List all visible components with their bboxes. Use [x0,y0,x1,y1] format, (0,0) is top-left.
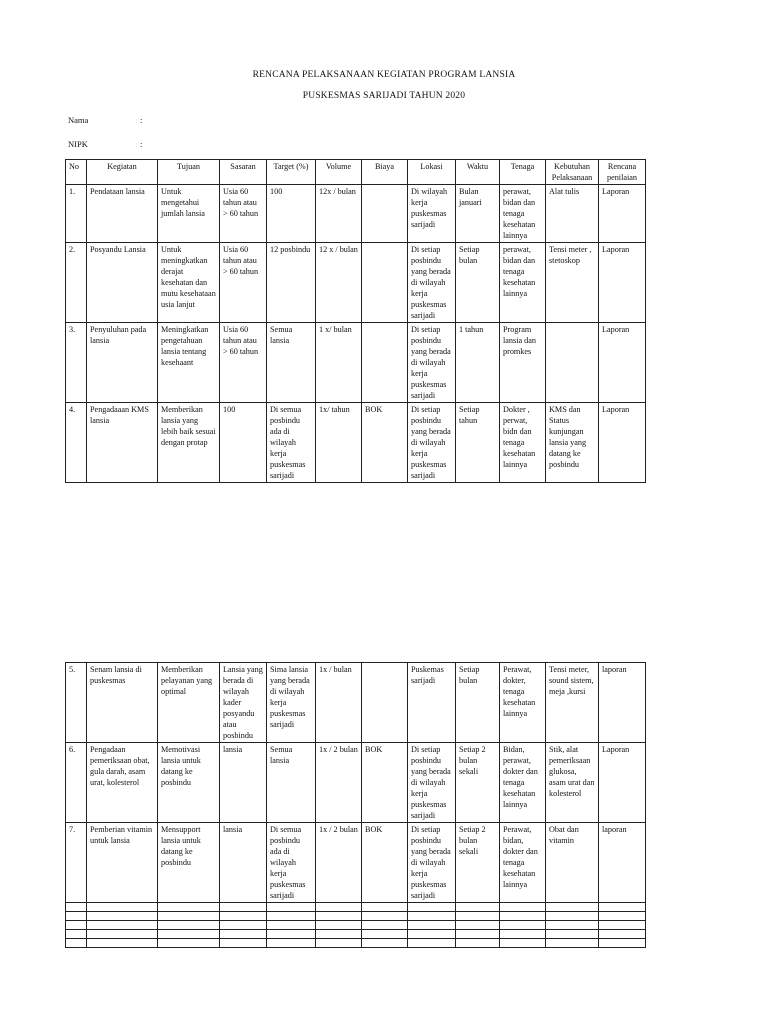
plan-table-page2 [65,662,646,948]
table-row [66,743,646,823]
cell-sasaran: 100 [220,403,267,483]
empty-cell [66,939,87,948]
nipk-field [68,139,142,149]
header-biaya: Biaya [362,160,408,185]
cell-waktu: Setiap bulan [456,243,500,323]
empty-cell [500,939,546,948]
cell-kegiatan: Pemberian vitamin untuk lansia [87,823,158,903]
cell-tujuan: Mensupport lansia untuk datang ke posbindu [158,823,220,903]
cell-volume: 12 x / bulan [316,243,362,323]
cell-biaya [362,323,408,403]
cell-lokasi: Puskemas sarijadi [408,663,456,743]
cell-biaya [362,185,408,243]
cell-lokasi: Di setiap posbindu yang berada di wilayah kerja puskesmas sarijadi [408,743,456,823]
empty-cell [66,903,87,912]
empty-cell [316,903,362,912]
empty-cell [500,912,546,921]
cell-tenaga: Perawat, dokter, tenaga kesehatan lainnya [500,663,546,743]
empty-cell [316,939,362,948]
cell-lokasi: Di setiap posbindu yang berada di wilayah kerja puskesmas sarijadi [408,323,456,403]
empty-cell [158,903,220,912]
empty-cell [408,903,456,912]
empty-cell [158,939,220,948]
empty-cell [408,912,456,921]
cell-kegiatan: Senam lansia di puskesmas [87,663,158,743]
cell-kebutuhan [546,323,599,403]
cell-rencana-penilaian: laporan [599,823,646,903]
cell-lokasi: Di setiap posbindu yang berada di wilayah kerja puskesmas sarijadi [408,823,456,903]
empty-row [66,912,646,921]
cell-lokasi: Di wilayah kerja puskesmas sarijadi [408,185,456,243]
empty-cell [456,939,500,948]
empty-cell [408,930,456,939]
empty-cell [500,903,546,912]
cell-volume: 1x / bulan [316,663,362,743]
cell-waktu: Setiap tahun [456,403,500,483]
cell-waktu: Setiap bulan [456,663,500,743]
table-row [66,403,646,483]
header-lokasi: Lokasi [408,160,456,185]
cell-no: 2. [66,243,87,323]
empty-cell [408,921,456,930]
table-row [66,663,646,743]
cell-volume: 12x / bulan [316,185,362,243]
cell-no: 7. [66,823,87,903]
cell-waktu: Bulan januari [456,185,500,243]
nipk-value: : [140,139,143,149]
document-title: RENCANA PELAKSANAAN KEGIATAN PROGRAM LANSIA [252,70,516,80]
empty-cell [87,912,158,921]
cell-sasaran: lansia [220,743,267,823]
nama-field [68,115,142,125]
empty-cell [500,921,546,930]
empty-cell [599,930,646,939]
empty-cell [316,912,362,921]
empty-cell [500,930,546,939]
empty-cell [362,930,408,939]
cell-rencana-penilaian: Laporan [599,743,646,823]
cell-target: Sima lansia yang berada di wilayah kerja puskesmas sarijadi [267,663,316,743]
header-rencana-penilaian: Rencana penilaian [599,160,646,185]
cell-volume: 1x / 2 bulan [316,823,362,903]
cell-biaya: BOK [362,743,408,823]
empty-cell [87,903,158,912]
cell-kegiatan: Penyuluhan pada lansia [87,323,158,403]
cell-kebutuhan: Tensi meter , stetoskop [546,243,599,323]
table-row [66,823,646,903]
header-no: No [66,160,87,185]
empty-cell [456,930,500,939]
cell-tujuan: Meningkatkan pengetahuan lansia tentang kesehaant [158,323,220,403]
cell-volume: 1x/ tahun [316,403,362,483]
empty-cell [267,903,316,912]
cell-kegiatan: Pengadaaan KMS lansia [87,403,158,483]
empty-cell [220,903,267,912]
cell-target: 100 [267,185,316,243]
nipk-label: NIPK [68,139,88,149]
cell-sasaran: Usia 60 tahun atau > 60 tahun [220,323,267,403]
cell-kebutuhan: Alat tulis [546,185,599,243]
empty-cell [267,921,316,930]
cell-kegiatan: Posyandu Lansia [87,243,158,323]
cell-tenaga: Program lansia dan promkes [500,323,546,403]
empty-row [66,930,646,939]
table-row [66,243,646,323]
empty-cell [267,912,316,921]
cell-target: Semua lansia [267,323,316,403]
cell-tujuan: Memotivasi lansia untuk datang ke posbindu [158,743,220,823]
header-tenaga: Tenaga [500,160,546,185]
cell-no: 3. [66,323,87,403]
cell-target: Di semua posbindu ada di wilayah kerja puskesmas sarijadi [267,403,316,483]
cell-tujuan: Memberikan pelayanan yang optimal [158,663,220,743]
table-row [66,185,646,243]
cell-tujuan: Untuk mengetahui jumlah lansia [158,185,220,243]
cell-kegiatan: Pengadaan pemeriksaan obat, gula darah, asam urat, kolesterol [87,743,158,823]
cell-lokasi: Di setiap posbindu yang berada di wilayah kerja puskesmas sarijadi [408,243,456,323]
cell-target: Di semua posbindu ada di wilayah kerja puskesmas sarijadi [267,823,316,903]
cell-rencana-penilaian: Laporan [599,323,646,403]
empty-cell [362,903,408,912]
cell-no: 1. [66,185,87,243]
cell-sasaran: lansia [220,823,267,903]
cell-tujuan: Untuk meningkatkan derajat kesehatan dan mutu kesehataan usia lanjut [158,243,220,323]
empty-cell [546,939,599,948]
empty-cell [220,921,267,930]
cell-kebutuhan: Tensi meter, sound sistem, meja ,kursi [546,663,599,743]
empty-cell [456,903,500,912]
cell-biaya [362,243,408,323]
empty-cell [220,930,267,939]
empty-cell [66,921,87,930]
empty-cell [66,912,87,921]
table-header-row [66,160,646,185]
empty-cell [316,930,362,939]
empty-cell [546,903,599,912]
cell-no: 5. [66,663,87,743]
cell-tenaga: Dokter , perwat, bidn dan tenaga kesehatan lainnya [500,403,546,483]
empty-cell [158,921,220,930]
cell-rencana-penilaian: Laporan [599,403,646,483]
header-target: Target (%) [267,160,316,185]
empty-cell [362,921,408,930]
cell-rencana-penilaian: laporan [599,663,646,743]
cell-waktu: Setiap 2 bulan sekali [456,823,500,903]
cell-sasaran: Usia 60 tahun atau > 60 tahun [220,243,267,323]
table2-body [66,663,646,948]
empty-row [66,939,646,948]
empty-row [66,921,646,930]
cell-tenaga: Perawat, bidan, dokter dan tenaga kesehatan lainnya [500,823,546,903]
cell-no: 6. [66,743,87,823]
cell-volume: 1x / 2 bulan [316,743,362,823]
cell-sasaran: Lansia yang berada di wilayah kader posyandu atau posbindu [220,663,267,743]
empty-cell [456,921,500,930]
empty-cell [158,912,220,921]
empty-cell [599,912,646,921]
empty-cell [220,939,267,948]
empty-cell [599,939,646,948]
empty-cell [599,921,646,930]
empty-cell [87,930,158,939]
cell-tujuan: Memberikan lansia yang lebih baik sesuai dengan protap [158,403,220,483]
header-sasaran: Sasaran [220,160,267,185]
cell-rencana-penilaian: Laporan [599,185,646,243]
empty-cell [158,930,220,939]
empty-cell [456,912,500,921]
cell-biaya: BOK [362,403,408,483]
nama-value: : [140,115,143,125]
empty-row [66,903,646,912]
header-volume: Volume [316,160,362,185]
header-waktu: Waktu [456,160,500,185]
cell-kebutuhan: KMS dan Status kunjungan lansia yang datang ke posbindu [546,403,599,483]
empty-cell [316,921,362,930]
plan-table-page1 [65,159,646,483]
cell-no: 4. [66,403,87,483]
header-kegiatan: Kegiatan [87,160,158,185]
empty-cell [267,930,316,939]
empty-cell [87,939,158,948]
empty-cell [362,912,408,921]
empty-cell [66,930,87,939]
document-subtitle: PUSKESMAS SARIJADI TAHUN 2020 [302,91,466,101]
cell-waktu: 1 tahun [456,323,500,403]
empty-cell [599,903,646,912]
empty-cell [87,921,158,930]
cell-tenaga: perawat, bidan dan tenaga kesehatan lainnya [500,185,546,243]
cell-lokasi: Di setiap posbindu yang berada di wilayah kerja puskesmas sarijadi [408,403,456,483]
cell-biaya [362,663,408,743]
header-tujuan: Tujuan [158,160,220,185]
cell-tenaga: Bidan, perawat, dokter dan tenaga kesehatan lainnya [500,743,546,823]
cell-sasaran: Usia 60 tahun atau > 60 tahun [220,185,267,243]
cell-rencana-penilaian: Laporan [599,243,646,323]
empty-cell [267,939,316,948]
cell-tenaga: perawat, bidan dan tenaga kesehatan lainnya [500,243,546,323]
empty-cell [362,939,408,948]
cell-biaya: BOK [362,823,408,903]
table1-body [66,185,646,483]
cell-kebutuhan: Stik, alat pemeriksaan glukosa, asam urat dan kolesterol [546,743,599,823]
nama-label: Nama [68,115,89,125]
cell-volume: 1 x/ bulan [316,323,362,403]
empty-cell [408,939,456,948]
empty-cell [546,912,599,921]
cell-kebutuhan: Obat dan vitamin [546,823,599,903]
empty-cell [546,930,599,939]
table-row [66,323,646,403]
cell-target: 12 posbindu [267,243,316,323]
header-kebutuhan: Kebutuhan Pelaksanaan [546,160,599,185]
cell-waktu: Setiap 2 bulan sekali [456,743,500,823]
empty-cell [546,921,599,930]
cell-kegiatan: Pendataan lansia [87,185,158,243]
cell-target: Semua lansia [267,743,316,823]
empty-cell [220,912,267,921]
